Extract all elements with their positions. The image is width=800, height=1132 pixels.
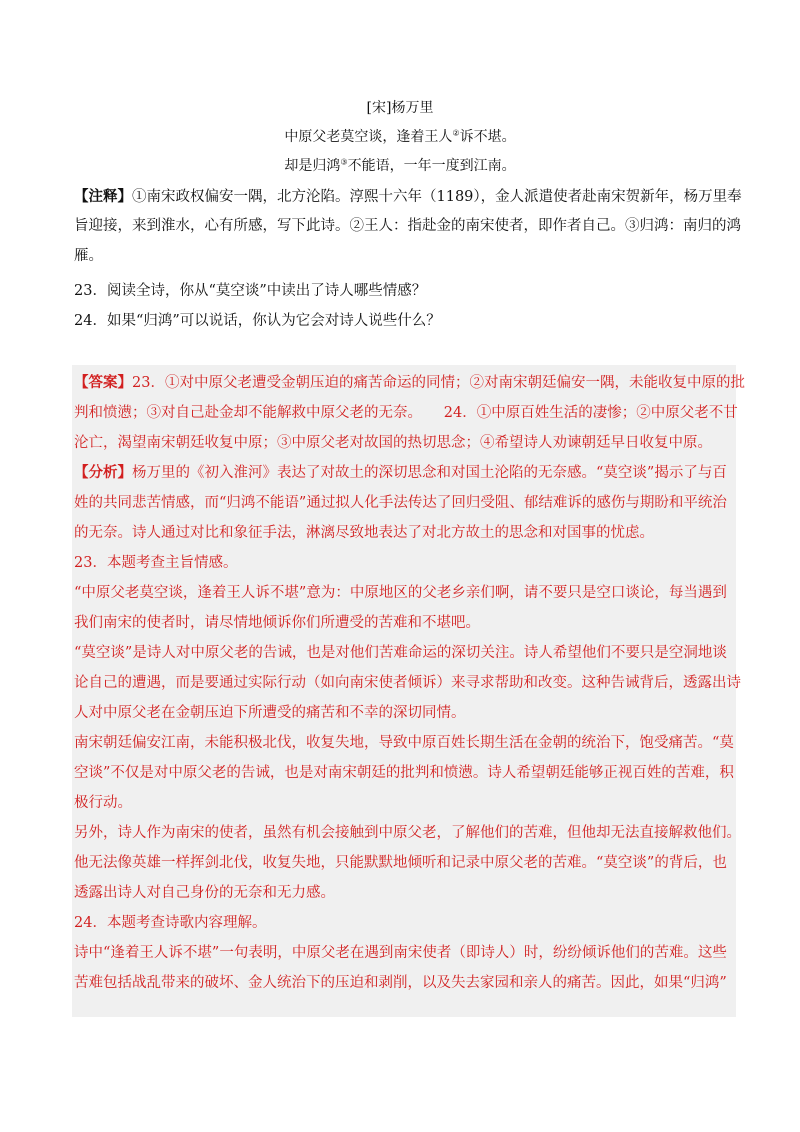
analysis-line: 透露出诗人对自己身份的无奈和无力感。	[74, 885, 335, 901]
question-23: 23．阅读全诗，你从“莫空谈”中读出了诗人哪些情感？	[74, 283, 427, 299]
poem-line-2: 却是归鸿③不能语，一年一度到江南。	[284, 157, 516, 174]
answer-line: 【答案】23．①对中原父老遭受金朝压迫的痛苦命运的同情；②对南宋朝廷偏安一隅，未能收复中原的批	[74, 374, 745, 391]
question-24: 24．如果“归鸿”可以说话，你认为它会对诗人说些什么？	[74, 313, 441, 329]
analysis-line: 诗中“逢着王人诉不堪”一句表明，中原父老在遇到南宋使者（即诗人）时，纷纷倾诉他们的苦难。这些	[74, 945, 727, 961]
answer-line: 判和愤懑；③对自己赴金却不能解救中原父老的无奈。 24．①中原百姓生活的凄惨；②中原父老不甘	[74, 405, 738, 421]
analysis-line: 的无奈。诗人通过对比和象征手法，淋漓尽致地表达了对北方故土的思念和对国事的忧虑。	[74, 525, 654, 541]
analysis-line: “中原父老莫空谈，逢着王人诉不堪”意为：中原地区的父老乡亲们啊，请不要只是空口谈论，每当遇到	[74, 585, 727, 601]
analysis-line: “莫空谈”是诗人对中原父老的告诫，也是对他们苦难命运的深切关注。诗人希望他们不要只是空洞地谈	[74, 645, 727, 661]
analysis-line: 姓的共同悲苦情感，而“归鸿不能语”通过拟人化手法传达了回归受阻、郁结难诉的感伤与期盼和平统治	[74, 495, 727, 511]
analysis-line: 空谈”不仅是对中原父老的告诫，也是对南宋朝廷的批判和愤懑。诗人希望朝廷能够正视百姓的苦难，积	[74, 765, 734, 781]
analysis-line: 另外，诗人作为南宋的使者，虽然有机会接触到中原父老，了解他们的苦难，但他却无法直接解救他们。	[74, 825, 741, 841]
note-line: 雁。	[74, 248, 103, 264]
analysis-line: 南宋朝廷偏安江南，未能积极北伐，收复失地，导致中原百姓长期生活在金朝的统治下，饱受痛苦。“莫	[74, 735, 734, 751]
analysis-line: 苦难包括战乱带来的破坏、金人统治下的压迫和剥削，以及失去家园和亲人的痛苦。因此，如果“归鸿”	[74, 975, 727, 991]
answer-line: 沦亡，渴望南宋朝廷收复中原；③中原父老对故国的热切思念；④希望诗人劝谏朝廷早日收复中原。	[74, 435, 712, 451]
analysis-line: 论自己的遭遇，而是要通过实际行动（如向南宋使者倾诉）来寻求帮助和改变。这种告诫背后，透露出诗	[74, 675, 741, 691]
analysis-line: 他无法像英雄一样挥剑北伐，收复失地，只能默默地倾听和记录中原父老的苦难。“莫空谈”的背后，也	[74, 855, 727, 871]
analysis-line: 24．本题考查诗歌内容理解。	[74, 915, 267, 931]
note-line: 【注释】①南宋政权偏安一隅，北方沦陷。淳熙十六年（1189），金人派遣使者赴南宋贺新年，杨万里奉	[74, 188, 742, 205]
analysis-line: 我们南宋的使者时，请尽情地倾诉你们所遭受的苦难和不堪吧。	[74, 615, 480, 631]
analysis-line: 极行动。	[74, 795, 132, 811]
analysis-line: 23．本题考查主旨情感。	[74, 555, 238, 571]
analysis-line: 【分析】杨万里的《初入淮河》表达了对故土的深切思念和对国土沦陷的无奈感。“莫空谈”揭示了与百	[74, 464, 727, 481]
poem-line-1: 中原父老莫空谈，逢着王人②诉不堪。	[284, 128, 516, 145]
note-line: 旨迎接，来到淮水，心有所感，写下此诗。②王人：指赴金的南宋使者，即作者自己。③归鸿：南归的鸿	[74, 218, 741, 234]
analysis-line: 人对中原父老在金朝压迫下所遭受的痛苦和不幸的深切同情。	[74, 705, 466, 721]
poem-author: [宋]杨万里	[366, 100, 434, 116]
